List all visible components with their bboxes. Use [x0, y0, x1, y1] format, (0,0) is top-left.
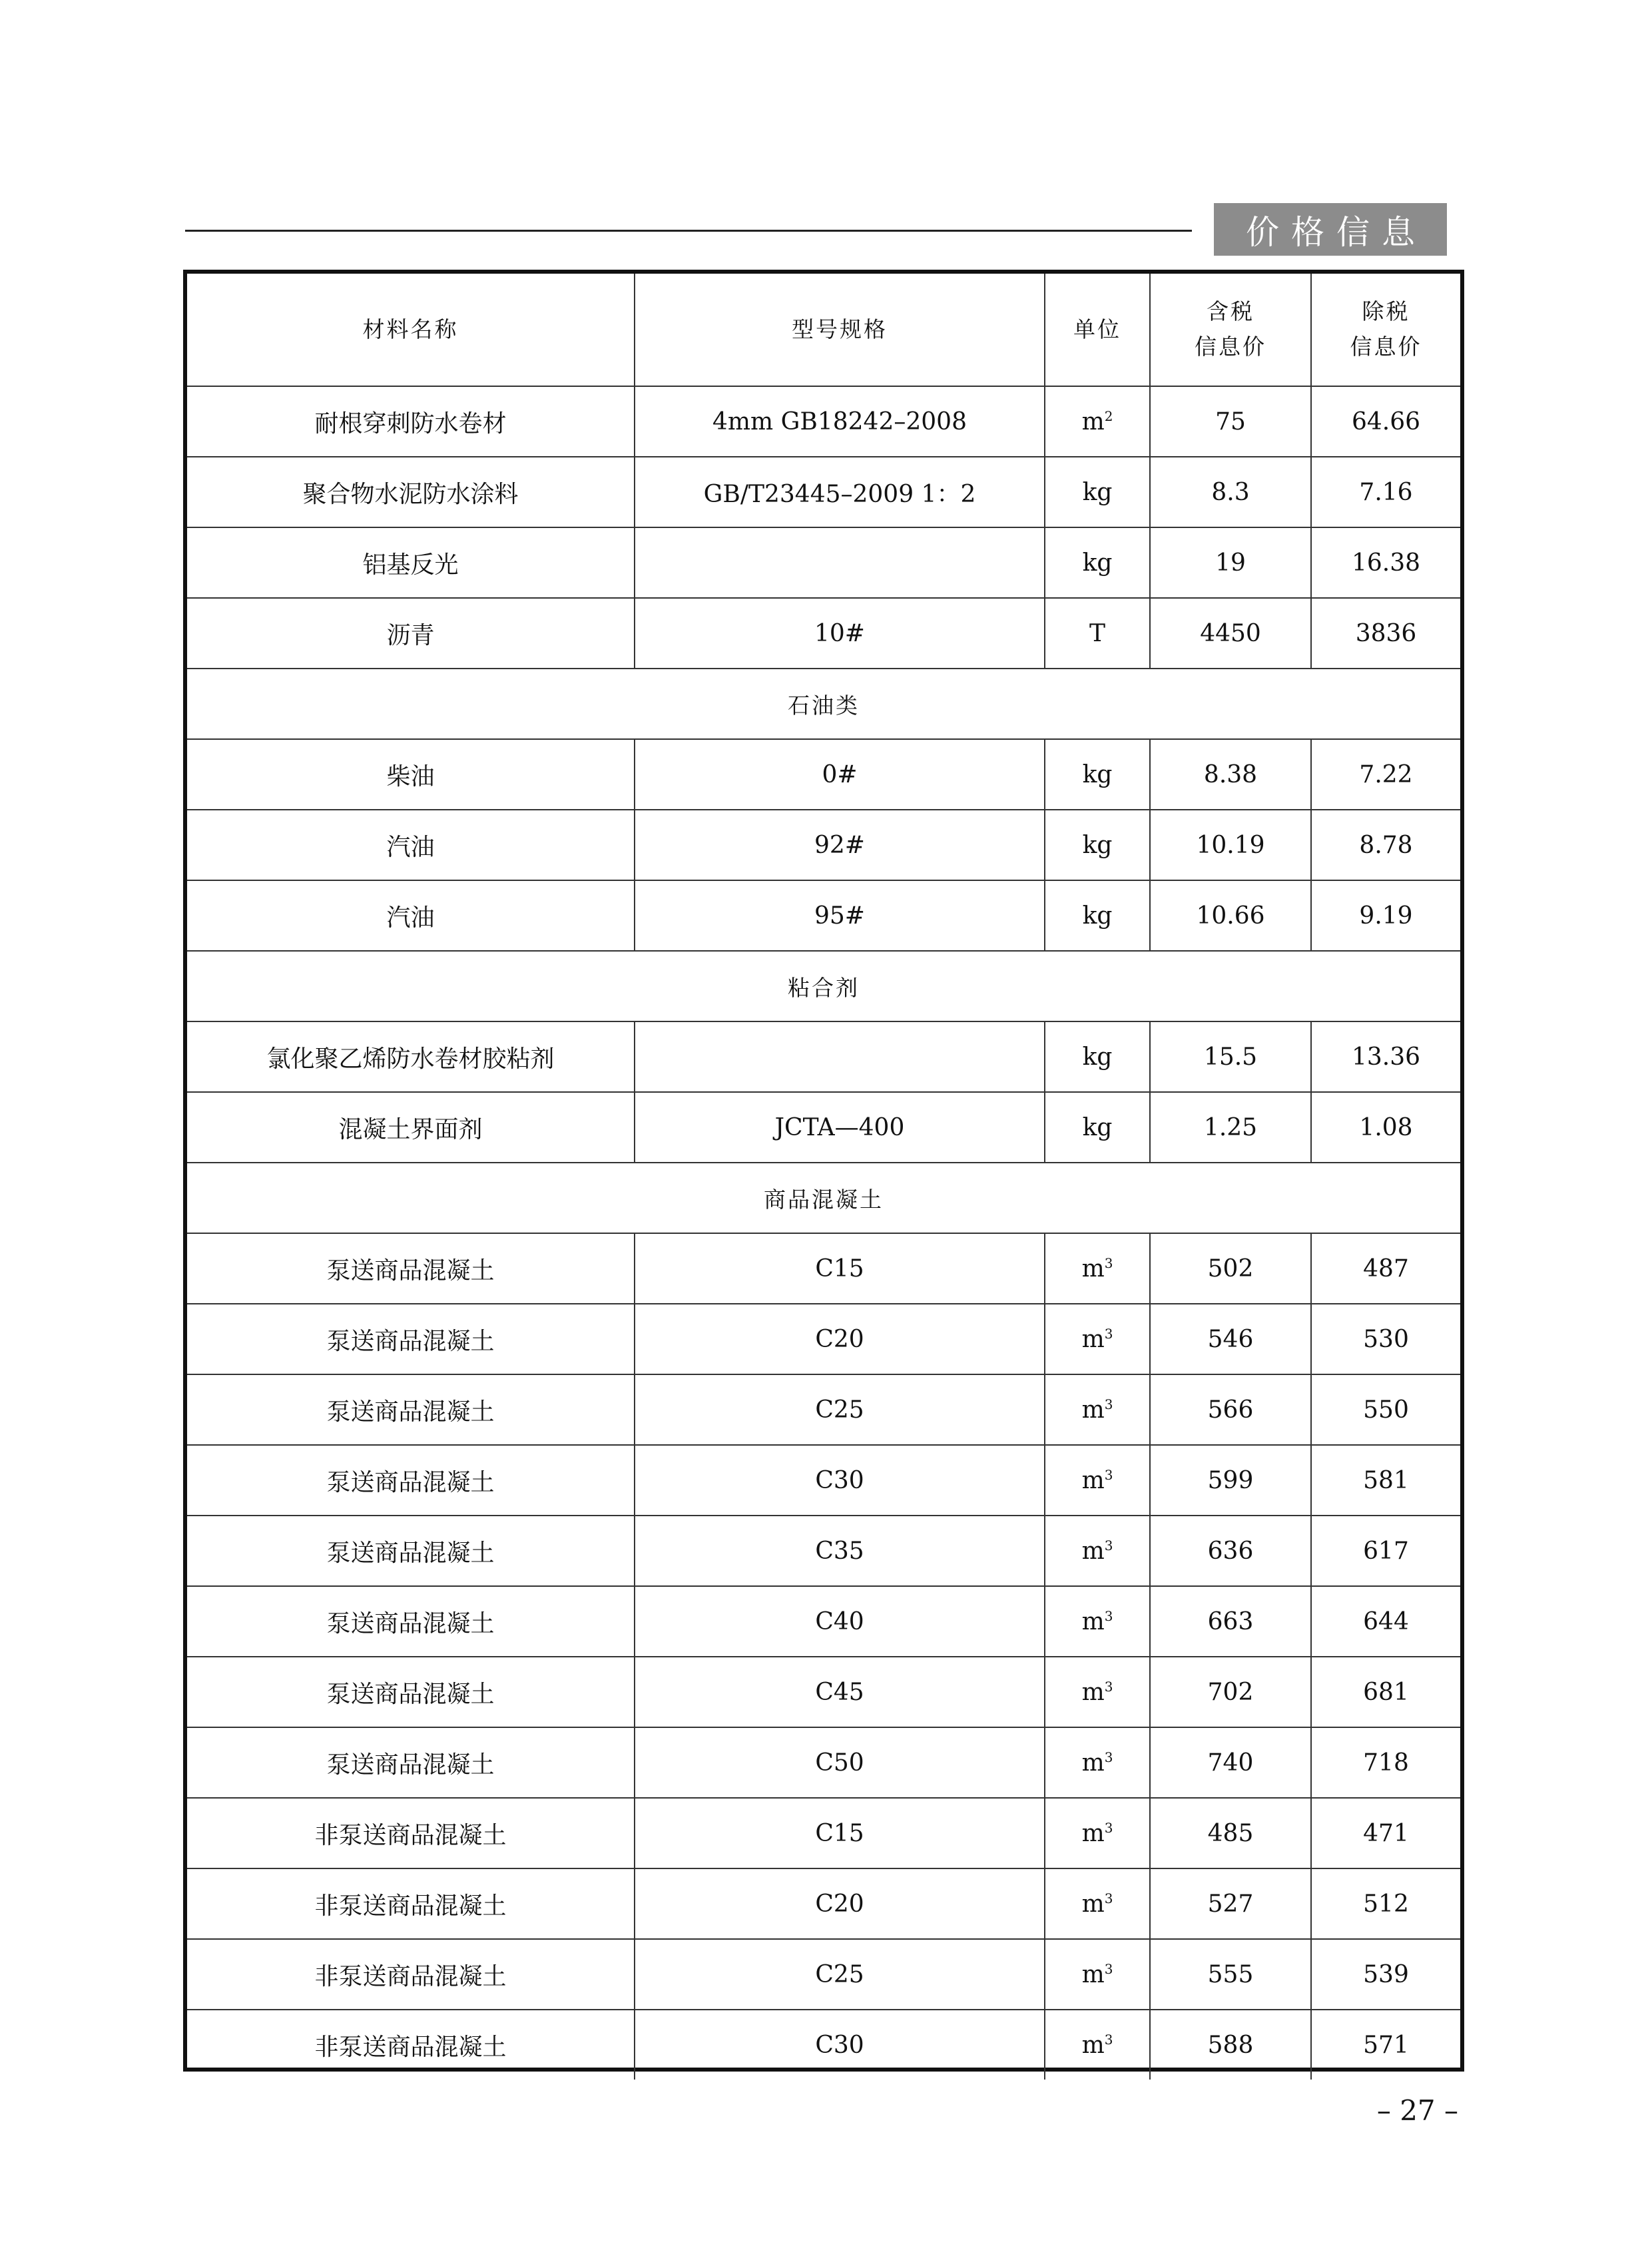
table-header-row — [187, 274, 1460, 386]
unit-exponent: 3 — [1104, 1678, 1113, 1695]
cell-price-tax: 4450 — [1150, 598, 1311, 669]
cell-price-tax: 10.66 — [1150, 880, 1311, 951]
cell-spec: C45 — [635, 1657, 1045, 1727]
unit-text: m — [1081, 1960, 1105, 1988]
cell-price-tax: 702 — [1150, 1657, 1311, 1727]
cell-spec: 92# — [635, 810, 1045, 880]
cell-unit — [1045, 739, 1150, 810]
unit-text: m — [1081, 1325, 1105, 1353]
cell-price-tax: 15.5 — [1150, 1021, 1311, 1092]
col-header-notax-price — [1311, 274, 1460, 386]
cell-spec: 10# — [635, 598, 1045, 669]
cell-material-name: 非泵送商品混凝土 — [187, 2010, 635, 2080]
cell-unit — [1045, 2010, 1150, 2080]
cell-price-notax: 1.08 — [1311, 1092, 1460, 1163]
unit-text: m — [1081, 1678, 1105, 1706]
unit-exponent: 3 — [1104, 1396, 1113, 1412]
cell-unit — [1045, 1304, 1150, 1374]
cell-spec: C50 — [635, 1727, 1045, 1798]
cell-price-notax: 539 — [1311, 1939, 1460, 2010]
unit-exponent: 3 — [1104, 1749, 1113, 1765]
cell-price-tax: 546 — [1150, 1304, 1311, 1374]
cell-material-name: 非泵送商品混凝土 — [187, 1798, 635, 1868]
cell-material-name: 泵送商品混凝土 — [187, 1586, 635, 1657]
cell-price-tax: 740 — [1150, 1727, 1311, 1798]
unit-exponent: 3 — [1104, 1819, 1113, 1836]
price-table-grid — [187, 274, 1460, 2080]
table-row — [187, 1798, 1460, 1868]
table-row — [187, 1021, 1460, 1092]
cell-price-notax: 530 — [1311, 1304, 1460, 1374]
cell-unit — [1045, 457, 1150, 527]
cell-price-tax: 599 — [1150, 1445, 1311, 1516]
unit-text: kg — [1082, 1113, 1113, 1141]
col-header-notax-line2: 信息价 — [1350, 334, 1422, 360]
table-row — [187, 1516, 1460, 1586]
category-row — [187, 669, 1460, 739]
cell-unit — [1045, 1021, 1150, 1092]
cell-unit — [1045, 1868, 1150, 1939]
category-row — [187, 1163, 1460, 1233]
unit-text: m — [1081, 1607, 1105, 1635]
cell-price-notax: 644 — [1311, 1586, 1460, 1657]
cell-material-name: 非泵送商品混凝土 — [187, 1939, 635, 2010]
cell-material-name: 泵送商品混凝土 — [187, 1516, 635, 1586]
table-row — [187, 1657, 1460, 1727]
unit-text: kg — [1082, 1043, 1113, 1071]
cell-spec: C15 — [635, 1233, 1045, 1304]
unit-exponent: 3 — [1104, 2031, 1113, 2048]
cell-material-name: 泵送商品混凝土 — [187, 1233, 635, 1304]
cell-spec — [635, 527, 1045, 598]
cell-spec: C40 — [635, 1586, 1045, 1657]
unit-text: m — [1081, 408, 1105, 435]
col-header-spec: 型号规格 — [635, 274, 1045, 386]
table-row — [187, 386, 1460, 457]
cell-spec: C15 — [635, 1798, 1045, 1868]
cell-unit — [1045, 1374, 1150, 1445]
table-row — [187, 1374, 1460, 1445]
table-row — [187, 2010, 1460, 2080]
cell-material-name: 泵送商品混凝土 — [187, 1304, 635, 1374]
unit-text: kg — [1082, 549, 1113, 577]
cell-price-tax: 485 — [1150, 1798, 1311, 1868]
cell-unit — [1045, 527, 1150, 598]
unit-text: kg — [1082, 902, 1113, 930]
col-header-notax-line1: 除税 — [1362, 298, 1410, 325]
cell-price-notax: 7.16 — [1311, 457, 1460, 527]
category-label: 石油类 — [187, 669, 1460, 739]
category-label: 粘合剂 — [187, 951, 1460, 1021]
cell-price-notax: 550 — [1311, 1374, 1460, 1445]
section-title: 价格信息 — [1214, 203, 1447, 256]
cell-material-name: 非泵送商品混凝土 — [187, 1868, 635, 1939]
cell-price-tax: 566 — [1150, 1374, 1311, 1445]
cell-spec: C20 — [635, 1868, 1045, 1939]
unit-text: m — [1081, 1466, 1105, 1494]
cell-unit — [1045, 1092, 1150, 1163]
cell-price-notax: 3836 — [1311, 598, 1460, 669]
cell-spec: 0# — [635, 739, 1045, 810]
cell-price-notax: 581 — [1311, 1445, 1460, 1516]
unit-text: m — [1081, 1537, 1105, 1565]
cell-spec: C25 — [635, 1939, 1045, 2010]
cell-spec: C25 — [635, 1374, 1045, 1445]
unit-text: m — [1081, 2031, 1105, 2059]
cell-spec: GB/T23445–2009 1：2 — [635, 457, 1045, 527]
cell-price-notax: 617 — [1311, 1516, 1460, 1586]
unit-text: m — [1081, 1890, 1105, 1918]
cell-price-tax: 555 — [1150, 1939, 1311, 2010]
cell-price-tax: 10.19 — [1150, 810, 1311, 880]
table-row — [187, 1304, 1460, 1374]
cell-price-notax: 8.78 — [1311, 810, 1460, 880]
table-row — [187, 1092, 1460, 1163]
unit-exponent: 2 — [1104, 408, 1113, 424]
cell-material-name: 泵送商品混凝土 — [187, 1374, 635, 1445]
unit-text: kg — [1082, 478, 1113, 506]
page-number: – 27 – — [1376, 2094, 1458, 2127]
cell-material-name: 耐根穿刺防水卷材 — [187, 386, 635, 457]
unit-text: kg — [1082, 760, 1113, 788]
cell-price-tax: 8.38 — [1150, 739, 1311, 810]
cell-price-tax: 1.25 — [1150, 1092, 1311, 1163]
category-row — [187, 951, 1460, 1021]
cell-price-tax: 636 — [1150, 1516, 1311, 1586]
cell-price-notax: 9.19 — [1311, 880, 1460, 951]
unit-exponent: 3 — [1104, 1325, 1113, 1342]
col-header-unit: 单位 — [1045, 274, 1150, 386]
unit-exponent: 3 — [1104, 1537, 1113, 1553]
cell-price-notax: 681 — [1311, 1657, 1460, 1727]
unit-text: m — [1081, 1819, 1105, 1847]
unit-text: m — [1081, 1255, 1105, 1282]
cell-unit — [1045, 1233, 1150, 1304]
table-row — [187, 1868, 1460, 1939]
cell-price-tax: 8.3 — [1150, 457, 1311, 527]
cell-spec: JCTA—400 — [635, 1092, 1045, 1163]
header-rule — [185, 230, 1192, 232]
cell-material-name: 聚合物水泥防水涂料 — [187, 457, 635, 527]
cell-material-name: 氯化聚乙烯防水卷材胶粘剂 — [187, 1021, 635, 1092]
table-row — [187, 598, 1460, 669]
unit-exponent: 3 — [1104, 1607, 1113, 1624]
cell-unit — [1045, 1727, 1150, 1798]
cell-spec: 4mm GB18242–2008 — [635, 386, 1045, 457]
table-body — [187, 386, 1460, 2080]
cell-material-name: 汽油 — [187, 880, 635, 951]
cell-material-name: 汽油 — [187, 810, 635, 880]
cell-unit — [1045, 1445, 1150, 1516]
cell-price-tax: 502 — [1150, 1233, 1311, 1304]
table-row — [187, 1445, 1460, 1516]
cell-price-tax: 527 — [1150, 1868, 1311, 1939]
unit-text: kg — [1082, 831, 1113, 859]
col-header-name: 材料名称 — [187, 274, 635, 386]
col-header-tax-line1: 含税 — [1207, 298, 1254, 325]
cell-unit — [1045, 1586, 1150, 1657]
cell-price-notax: 471 — [1311, 1798, 1460, 1868]
cell-price-notax: 718 — [1311, 1727, 1460, 1798]
cell-unit — [1045, 386, 1150, 457]
cell-price-notax: 64.66 — [1311, 386, 1460, 457]
cell-material-name: 沥青 — [187, 598, 635, 669]
category-label: 商品混凝土 — [187, 1163, 1460, 1233]
cell-spec — [635, 1021, 1045, 1092]
cell-price-notax: 16.38 — [1311, 527, 1460, 598]
table-row — [187, 880, 1460, 951]
cell-material-name: 泵送商品混凝土 — [187, 1445, 635, 1516]
unit-exponent: 3 — [1104, 1466, 1113, 1483]
table-row — [187, 1586, 1460, 1657]
cell-price-notax: 487 — [1311, 1233, 1460, 1304]
col-header-tax-price — [1150, 274, 1311, 386]
cell-price-notax: 7.22 — [1311, 739, 1460, 810]
table-row — [187, 1939, 1460, 2010]
table-row — [187, 527, 1460, 598]
cell-unit — [1045, 1939, 1150, 2010]
unit-exponent: 3 — [1104, 1890, 1113, 1906]
cell-material-name: 柴油 — [187, 739, 635, 810]
cell-unit — [1045, 1516, 1150, 1586]
cell-price-notax: 13.36 — [1311, 1021, 1460, 1092]
price-table — [183, 270, 1464, 2072]
unit-exponent: 3 — [1104, 1960, 1113, 1977]
cell-unit — [1045, 1798, 1150, 1868]
cell-material-name: 泵送商品混凝土 — [187, 1727, 635, 1798]
unit-text: m — [1081, 1749, 1105, 1777]
cell-spec: C30 — [635, 1445, 1045, 1516]
cell-unit — [1045, 1657, 1150, 1727]
cell-price-notax: 512 — [1311, 1868, 1460, 1939]
table-row — [187, 1727, 1460, 1798]
col-header-tax-line2: 信息价 — [1195, 334, 1266, 360]
cell-price-notax: 571 — [1311, 2010, 1460, 2080]
table-row — [187, 739, 1460, 810]
cell-spec: C30 — [635, 2010, 1045, 2080]
cell-price-tax: 663 — [1150, 1586, 1311, 1657]
unit-text: T — [1089, 619, 1105, 647]
cell-price-tax: 588 — [1150, 2010, 1311, 2080]
cell-price-tax: 19 — [1150, 527, 1311, 598]
unit-exponent: 3 — [1104, 1255, 1113, 1271]
cell-unit — [1045, 880, 1150, 951]
cell-unit — [1045, 598, 1150, 669]
cell-price-tax: 75 — [1150, 386, 1311, 457]
cell-material-name: 铝基反光 — [187, 527, 635, 598]
cell-material-name: 混凝土界面剂 — [187, 1092, 635, 1163]
cell-spec: 95# — [635, 880, 1045, 951]
cell-material-name: 泵送商品混凝土 — [187, 1657, 635, 1727]
cell-spec: C35 — [635, 1516, 1045, 1586]
table-row — [187, 457, 1460, 527]
cell-unit — [1045, 810, 1150, 880]
unit-text: m — [1081, 1396, 1105, 1424]
table-row — [187, 810, 1460, 880]
cell-spec: C20 — [635, 1304, 1045, 1374]
table-row — [187, 1233, 1460, 1304]
